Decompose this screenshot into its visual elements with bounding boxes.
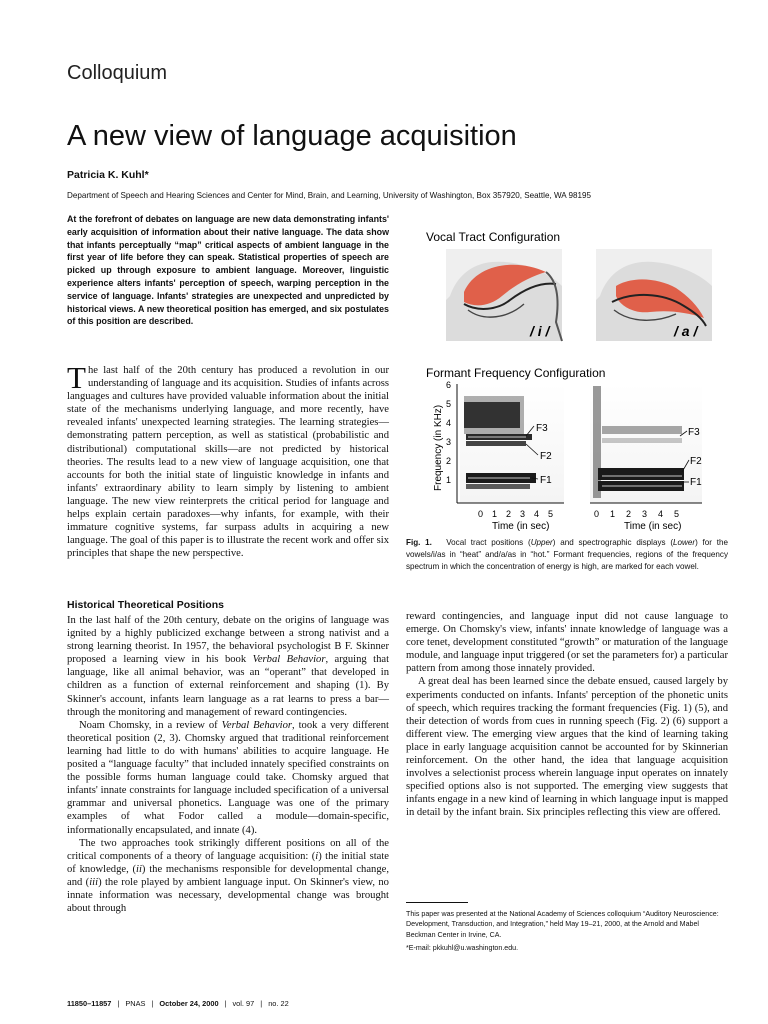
abstract: At the forefront of debates on language are new data demonstrating infants' early acquisition of information about their native language. The data show that infants perceptually “map” critical aspects of ambient language in the first year of life before they can speak. Statistical properties of speech are picked up through exposure to ambient language. Moreover, linguistic experience alters infants' perception of speech, warping perception in the service of language. Infants' strategies are unexpected and unpredicted by historical views. A new theoretical position has emerged, and six postulates of this position are described. (67, 214, 389, 327)
x-tick: 4 (658, 509, 664, 519)
issue-date: October 24, 2000 (159, 999, 219, 1008)
body-paragraph: A great deal has been learned since the debate ensued, caused largely by experiments conducted on infants. Infants' perception of the phonetic units of speech, which requires tracking the formant frequencies (Fig. 1) (5), and their detection of words from cues in running speech (Fig. 2) (6) support a different view. The emerging view argues that the kind of learning taking place in early language acquisition cannot be accounted for by Skinnerian reinforcement. On the other hand, the idea that language acquisition involves a selectionist process wherein language input operates on innately specified options also is not supported. The emerging view suggests that infants engage in a new kind of learning in which language input is mapped in detail by the infant brain. Six principles reflecting this view are offered. (406, 676, 728, 819)
body-paragraph: Noam Chomsky, in a review of Verbal Behavior, took a very different theoretical position (2, 3). Chomsky argued that traditional reinforcement learning had little to do with humans' abilities to acquire language. He posited a “language faculty” that included innately specified constraints on the possible forms human language could take. Chomsky argued that infants' innate constraints for language included specification of a universal grammar and universal phonetics. Language was one of the primary examples of what Fodor called a module—domain-specific, informationally encapsulated, and innate (4). (67, 719, 389, 836)
drop-cap: T (67, 360, 86, 395)
body-paragraph: In the last half of the 20th century, debate on the origins of language was ignited by a highly publicized exchange between a strong nativist and a strong learning theorist. In 1957, the behavioral psychologist B F. Skinner proposed a learning view in his book Verbal Behavior, arguing that language, like all animal behavior, was an “operant” that developed in children as a function of external reinforcement and shaping (1). By Skinner's account, infants learn language as a rat learns to press a bar—through the monitoring and management of reward contingencies. (67, 615, 390, 718)
y-tick: 5 (446, 399, 452, 409)
y-axis (433, 380, 457, 503)
footnote-colloquium: This paper was presented at the National Academy of Sciences colloquium “Auditory Neuroscience: Development, Transduction, and Integration,” held May 19–21, 2000, at the Arnold and Mabel Beckman Center in Irvine, CA. (406, 910, 719, 939)
figure-1 (406, 226, 728, 532)
formant-label: F3 (536, 423, 548, 434)
y-tick: 1 (446, 475, 452, 485)
vocal-tract-i (446, 249, 562, 341)
figure-caption: Fig. 1. Vocal tract positions (Upper) and spectrographic displays (Lower) for the vowels/i/as in “heat” and/a/as in “hot.” Formant frequencies, regions of the frequency spectrum in which the concentration of energy is high, are marked for each vowel. (406, 538, 729, 571)
x-tick: 5 (548, 509, 554, 519)
author-affiliation: Department of Speech and Hearing Sciences and Center for Mind, Brain, and Learning, University of Washington, Box 357920, Seattle, WA 98195 (67, 191, 591, 200)
body-column-left (67, 614, 389, 915)
vowel-i-label: / i / (530, 323, 550, 339)
x-axis-i (457, 503, 564, 532)
body-column-right (406, 610, 728, 820)
formant-label: F3 (688, 427, 700, 438)
y-tick: 3 (446, 437, 452, 447)
x-tick: 5 (674, 509, 680, 519)
x-tick: 4 (534, 509, 540, 519)
x-tick: 0 (478, 509, 484, 519)
spectrogram-a (590, 384, 702, 503)
body-paragraph: reward contingencies, and language input did not cause language to emerge. On Chomsky's view, infants' innate knowledge of language was a core tenet, development constituted “growth” or maturation of the language module, and language input triggered (or set the parameters for) a particular pattern from among those innately provided. (406, 611, 728, 675)
y-tick: 2 (446, 456, 452, 466)
section-label: Colloquium (67, 62, 168, 84)
page-range: 11850–11857 (67, 999, 112, 1008)
x-tick: 3 (642, 509, 648, 519)
formant-title: Formant Frequency Configuration (426, 366, 606, 380)
intro-paragraph (67, 360, 389, 560)
x-tick: 2 (626, 509, 632, 519)
x-tick: 0 (594, 509, 600, 519)
x-axis-label: Time (in sec) (624, 521, 682, 532)
x-tick: 1 (610, 509, 616, 519)
formant-label: F2 (690, 456, 702, 467)
page-footer: 11850–11857 | PNAS | October 24, 2000 | vol. 97 | no. 22 (67, 999, 289, 1008)
vocal-tract-a (596, 249, 712, 341)
x-axis-a (590, 503, 702, 532)
body-paragraph: The two approaches took strikingly different positions on all of the critical components of a theory of language acquisition: (i) the initial state of knowledge, (ii) the mechanisms responsible for developmental change, and (iii) the role played by ambient language input. On Skinner's view, no innate information was necessary, developmental change was brought about through (67, 837, 390, 915)
formant-label: F1 (690, 477, 702, 488)
x-axis-label: Time (in sec) (492, 521, 550, 532)
formant-label: F2 (540, 451, 552, 462)
y-axis-label: Frequency (in KHz) (433, 404, 444, 491)
x-tick: 1 (492, 509, 498, 519)
footnote-rule (406, 902, 468, 903)
issue-number: no. 22 (268, 999, 289, 1008)
footnote-email: *E-mail: pkkuhl@u.washington.edu. (406, 944, 519, 952)
vowel-a-label: / a / (674, 323, 698, 339)
volume: vol. 97 (232, 999, 255, 1008)
vocal-tract-title: Vocal Tract Configuration (426, 230, 561, 244)
spectrogram-i (460, 384, 564, 503)
section-heading: Historical Theoretical Positions (67, 599, 224, 611)
author-name: Patricia K. Kuhl* (67, 169, 149, 181)
journal-name: PNAS (125, 999, 146, 1008)
intro-text: he last half of the 20th century has produced a revolution in our understanding of language and its acquisition. Studies of infants across languages and cultures have provided valuable information about the initial state of the mechanisms underlying language, and more recently, have revealed infants' unexpected learning strategies. The learning strategies—demonstrating pattern perception, as well as statistical (probabilistic and distributional) computational skills—are not predicted by historical theories. The results lead to a new view of language acquisition, one that accounts for both the initial state of linguistic knowledge in infants and infants' extraordinary ability to learn simply by listening to ambient language. The new view reinterprets the critical period for language and helps explain certain paradoxes—why infants, for example, with their immature cognitive systems, far surpass adults in acquiring a new language. The goal of this paper is to illustrate the recent work and offer six principles that shape the new perspective. (67, 365, 389, 560)
x-tick: 2 (506, 509, 512, 519)
y-tick: 4 (446, 418, 452, 428)
y-tick: 6 (446, 380, 452, 390)
formant-label: F1 (540, 475, 552, 486)
article-title: A new view of language acquisition (67, 120, 517, 152)
x-tick: 3 (520, 509, 526, 519)
